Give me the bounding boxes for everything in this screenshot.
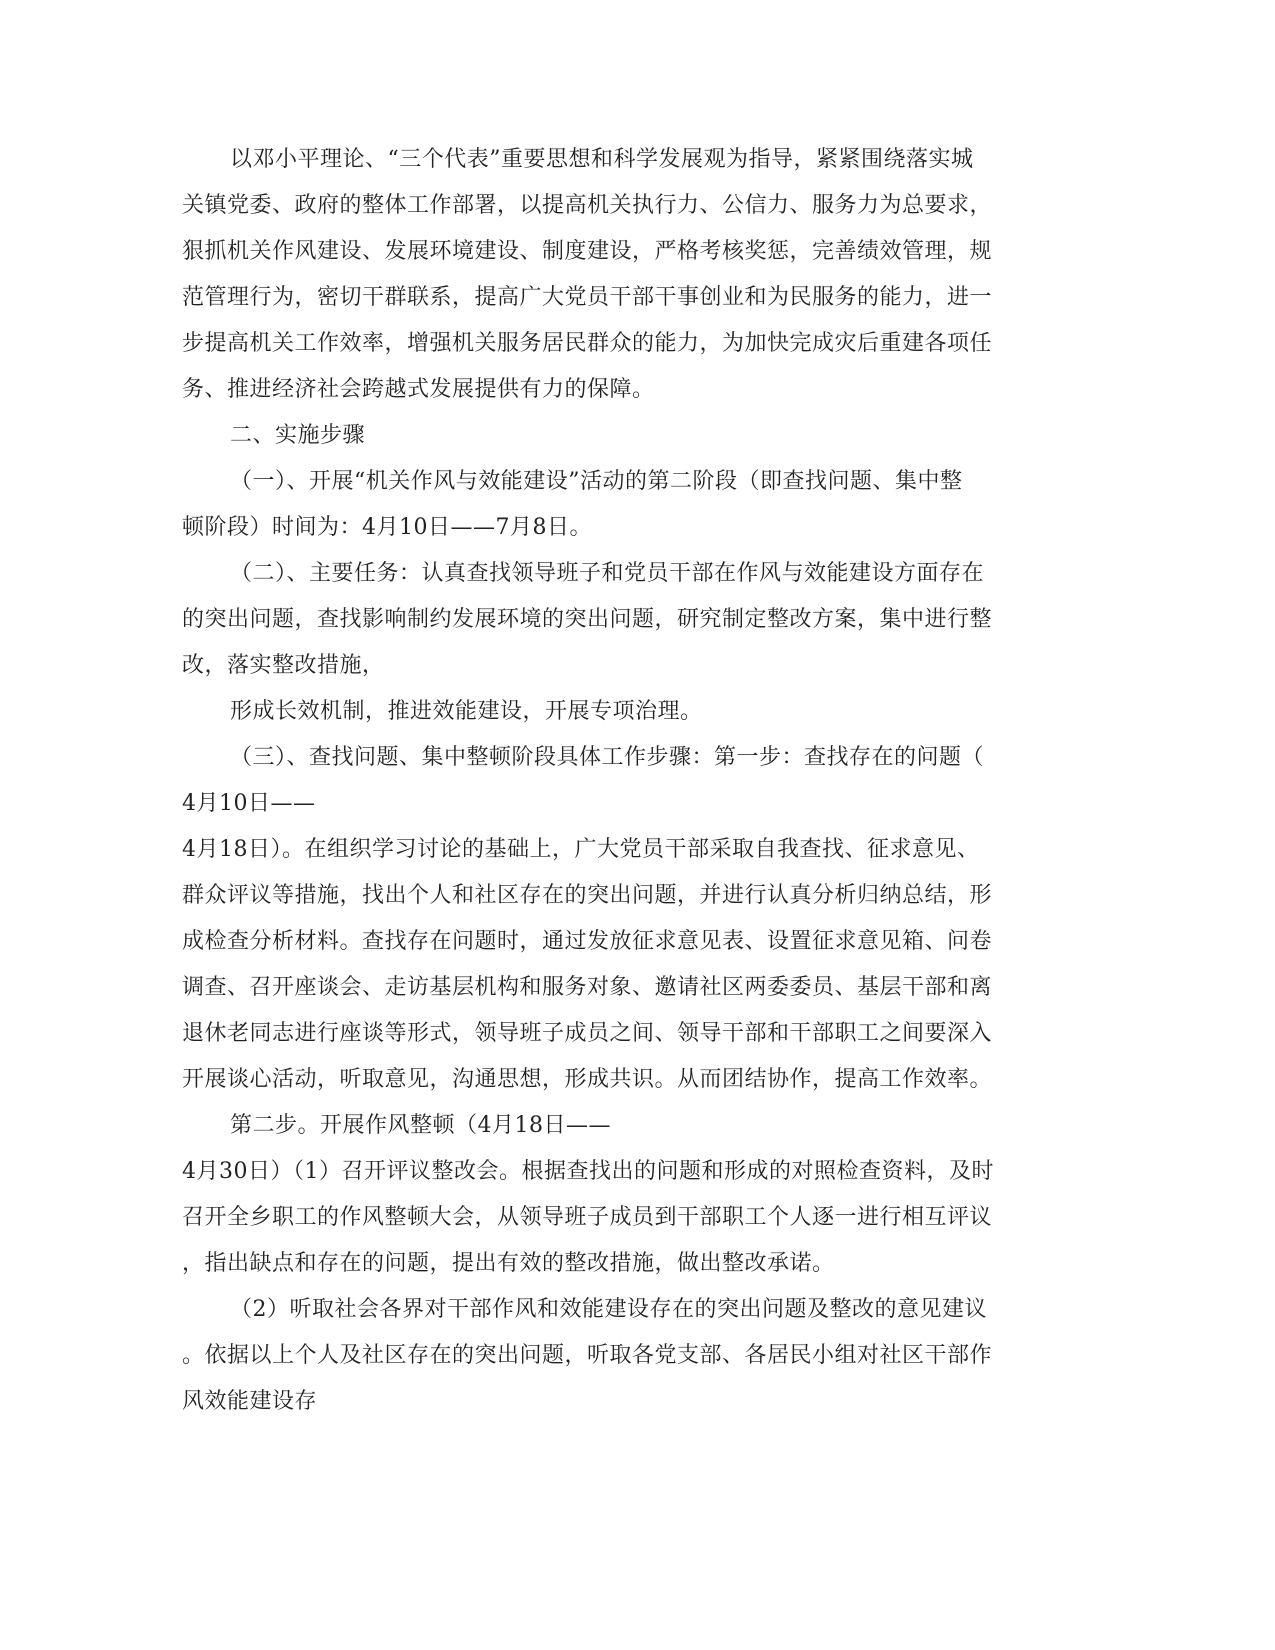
text-line: 步提高机关工作效率，增强机关服务居民群众的能力，为加快完成灾后重建各项任 (182, 331, 993, 356)
text-line: 以邓小平理论、“三个代表”重要思想和科学发展观为指导，紧紧围绕落实城 (230, 147, 974, 172)
text-line: （一）、开展“机关作风与效能建设”活动的第二阶段（即查找问题、集中整 (230, 469, 963, 494)
text-line: （2）听取社会各界对干部作风和效能建设存在的突出问题及整改的意见建议 (230, 1297, 987, 1322)
text-line: 4月18日）。在组织学习讨论的基础上，广大党员干部采取自我查找、征求意见、 (182, 837, 980, 862)
text-line: 群众评议等措施，找出个人和社区存在的突出问题，并进行认真分析归纳总结，形 (182, 883, 993, 908)
text-line: （三）、查找问题、集中整顿阶段具体工作步骤：第一步：查找存在的问题（ (230, 745, 985, 770)
text-line: 范管理行为，密切干群联系，提高广大党员干部干事创业和为民服务的能力，进一 (182, 285, 993, 310)
text-line: 风效能建设存 (182, 1389, 318, 1414)
text-line: 4月10日—— (182, 791, 316, 816)
text-line: 改，落实整改措施， (182, 653, 385, 678)
text-line: 形成长效机制，推进效能建设，开展专项治理。 (230, 699, 703, 724)
text-line: 第二步。开展作风整顿（4月18日—— (230, 1113, 611, 1138)
text-line: 的突出问题，查找影响制约发展环境的突出问题，研究制定整改方案，集中进行整 (182, 607, 993, 632)
text-line: 开展谈心活动，听取意见，沟通思想，形成共识。从而团结协作，提高工作效率。 (182, 1067, 993, 1092)
text-line: 召开全乡职工的作风整顿大会，从领导班子成员到干部职工个人逐一进行相互评议 (182, 1205, 993, 1230)
text-line: 务、推进经济社会跨越式发展提供有力的保障。 (182, 377, 655, 402)
text-line: 4月30日）（1）召开评议整改会。根据查找出的问题和形成的对照检查资料，及时 (182, 1159, 994, 1184)
text-line: 退休老同志进行座谈等形式，领导班子成员之间、领导干部和干部职工之间要深入 (182, 1021, 993, 1046)
text-line: （二）、主要任务：认真查找领导班子和党员干部在作风与效能建设方面存在 (230, 561, 985, 586)
text-line: 成检查分析材料。查找存在问题时，通过发放征求意见表、设置征求意见箱、问卷 (182, 929, 993, 954)
text-line: 关镇党委、政府的整体工作部署，以提高机关执行力、公信力、服务力为总要求， (182, 193, 993, 218)
text-line: 。依据以上个人及社区存在的突出问题，听取各党支部、各居民小组对社区干部作 (182, 1343, 993, 1368)
text-line: 顿阶段）时间为：4月10日——7月8日。 (182, 515, 592, 540)
text-line: 狠抓机关作风建设、发展环境建设、制度建设，严格考核奖惩，完善绩效管理，规 (182, 239, 993, 264)
text-line: 调查、召开座谈会、走访基层机构和服务对象、邀请社区两委委员、基层干部和离 (182, 975, 993, 1000)
section-heading: 二、实施步骤 (230, 423, 366, 448)
text-line: ，指出缺点和存在的问题，提出有效的整改措施，做出整改承诺。 (182, 1251, 835, 1276)
